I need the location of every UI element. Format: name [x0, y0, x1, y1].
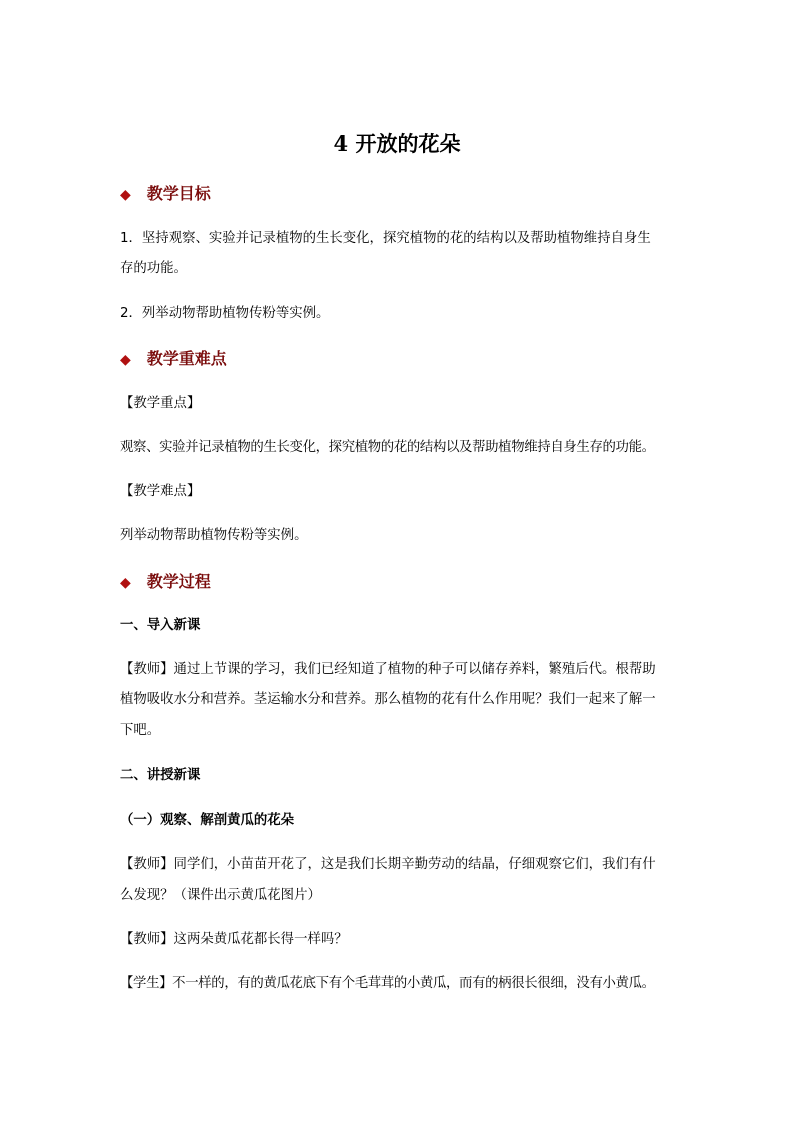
section-heading-text: 教学重难点 — [146, 349, 227, 368]
paragraph-2-line-1: 【教师】同学们，小苗苗开花了，这是我们长期辛勤劳动的结晶，仔细观察它们，我们有什 — [120, 857, 656, 872]
subheading-observe-cucumber: （一）观察、解剖黄瓜的花朵 — [120, 813, 295, 828]
paragraph-3: 【教师】这两朵黄瓜花都长得一样吗？ — [120, 932, 348, 947]
objective-1-line-2: 存的功能。 — [120, 261, 187, 276]
section-heading-text: 教学目标 — [146, 184, 211, 203]
key-point-label: 【教学重点】 — [120, 396, 201, 411]
key-point-text: 观察、实验并记录植物的生长变化，探究植物的花的结构以及帮助植物维持自身生存的功能。 — [120, 440, 655, 455]
paragraph-1-line-2: 植物吸收水分和营养。茎运输水分和营养。那么植物的花有什么作用呢？我们一起来了解一 — [120, 692, 656, 707]
paragraph-1-line-3: 下吧。 — [120, 723, 161, 738]
difficult-point-label: 【教学难点】 — [120, 484, 201, 499]
section-heading-objectives — [120, 182, 211, 206]
section-heading-text: 教学过程 — [146, 572, 211, 591]
section-heading-process — [120, 570, 211, 594]
step-heading-intro: 一、导入新课 — [120, 618, 201, 633]
objective-2: 2．列举动物帮助植物传粉等实例。 — [120, 306, 330, 321]
paragraph-4: 【学生】不一样的，有的黄瓜花底下有个毛茸茸的小黄瓜，而有的柄很长很细，没有小黄瓜。 — [120, 976, 655, 991]
paragraph-1-line-1: 【教师】通过上节课的学习，我们已经知道了植物的种子可以储存养料，繁殖后代。根帮助 — [120, 662, 656, 677]
difficult-point-text: 列举动物帮助植物传粉等实例。 — [120, 528, 308, 543]
diamond-bullet-icon: ◆ — [120, 352, 131, 368]
diamond-bullet-icon: ◆ — [120, 187, 131, 203]
objective-1-line-1: 1．坚持观察、实验并记录植物的生长变化，探究植物的花的结构以及帮助植物维持自身生 — [120, 231, 651, 246]
page-title: 4 开放的花朵 — [333, 131, 461, 156]
paragraph-2-line-2: 么发现？（课件出示黄瓜花图片） — [120, 888, 321, 903]
section-heading-keypoints — [120, 347, 227, 371]
step-heading-lecture: 二、讲授新课 — [120, 768, 201, 783]
diamond-bullet-icon: ◆ — [120, 575, 131, 591]
